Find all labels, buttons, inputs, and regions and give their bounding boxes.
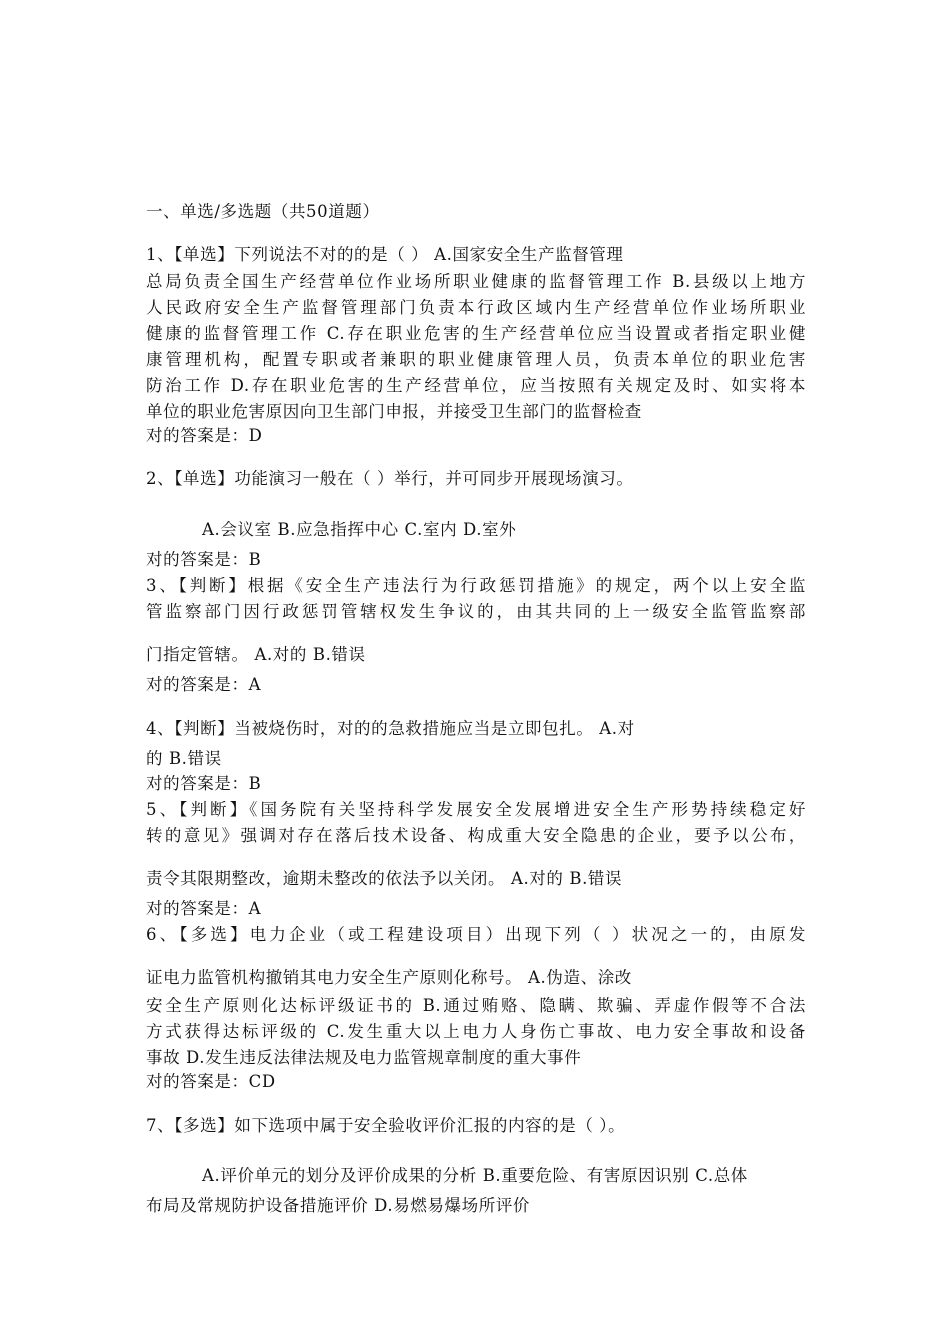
question-line: 健康的监督管理工作 C.存在职业危害的生产经营单位应当设置或者指定职业健 — [146, 324, 806, 343]
answer-text: 对的答案是：A — [146, 675, 262, 694]
question-line: A.评价单元的划分及评价成果的分析 B.重要危险、有害原因识别 C.总体 — [202, 1166, 748, 1185]
answer-text: 对的答案是：D — [146, 426, 263, 445]
question-line: 安全生产原则化达标评级证书的 B.通过贿赂、隐瞒、欺骗、弄虚作假等不合法 — [146, 996, 806, 1015]
question-line: 1、【单选】下列说法不对的的是（ ） A.国家安全生产监督管理 — [146, 245, 624, 264]
question-line: 总局负责全国生产经营单位作业场所职业健康的监督管理工作 B.县级以上地方 — [146, 272, 806, 291]
question-line: 2、【单选】功能演习一般在（ ）举行，并可同步开展现场演习。 — [146, 469, 634, 488]
answer-text: 对的答案是：CD — [146, 1072, 276, 1091]
question-line: 防治工作 D.存在职业危害的生产经营单位，应当按照有关规定及时、如实将本 — [146, 376, 806, 395]
question-line: 的 B.错误 — [146, 749, 222, 768]
question-line: A.会议室 B.应急指挥中心 C.室内 D.室外 — [202, 520, 517, 539]
question-line: 证电力监管机构撤销其电力安全生产原则化称号。 A.伪造、涂改 — [146, 968, 632, 987]
question-line: 5、【判断】《国务院有关坚持科学发展安全发展增进安全生产形势持续稳定好 — [146, 800, 806, 819]
question-line: 7、【多选】如下选项中属于安全验收评价汇报的内容的是（ ）。 — [146, 1116, 626, 1135]
question-line: 事故 D.发生违反法律法规及电力监管规章制度的重大事件 — [146, 1048, 582, 1067]
question-line: 管监察部门因行政惩罚管辖权发生争议的，由其共同的上一级安全监管监察部 — [146, 602, 806, 621]
answer-text: 对的答案是：B — [146, 550, 262, 569]
section-title: 一、单选/多选题（共50道题） — [146, 202, 380, 221]
question-line: 门指定管辖。 A.对的 B.错误 — [146, 645, 366, 664]
question-line: 人民政府安全生产监督管理部门负责本行政区域内生产经营单位作业场所职业 — [146, 298, 806, 317]
question-line: 单位的职业危害原因向卫生部门申报，并接受卫生部门的监督检查 — [146, 402, 642, 421]
answer-text: 对的答案是：A — [146, 899, 262, 918]
question-line: 4、【判断】当被烧伤时，对的的急救措施应当是立即包扎。 A.对 — [146, 719, 635, 738]
question-line: 康管理机构，配置专职或者兼职的职业健康管理人员，负责本单位的职业危害 — [146, 350, 806, 369]
question-line: 转的意见》强调对存在落后技术设备、构成重大安全隐患的企业，要予以公布， — [146, 826, 806, 845]
question-line: 责令其限期整改，逾期未整改的依法予以关闭。 A.对的 B.错误 — [146, 869, 623, 888]
question-line: 布局及常规防护设备措施评价 D.易燃易爆场所评价 — [146, 1196, 531, 1215]
question-line: 方式获得达标评级的 C.发生重大以上电力人身伤亡事故、电力安全事故和设备 — [146, 1022, 806, 1041]
answer-text: 对的答案是：B — [146, 774, 262, 793]
question-line: 3、【判断】根据《安全生产违法行为行政惩罚措施》的规定，两个以上安全监 — [146, 576, 806, 595]
question-line: 6、【多选】电力企业（或工程建设项目）出现下列（ ）状况之一的，由原发 — [146, 925, 806, 944]
